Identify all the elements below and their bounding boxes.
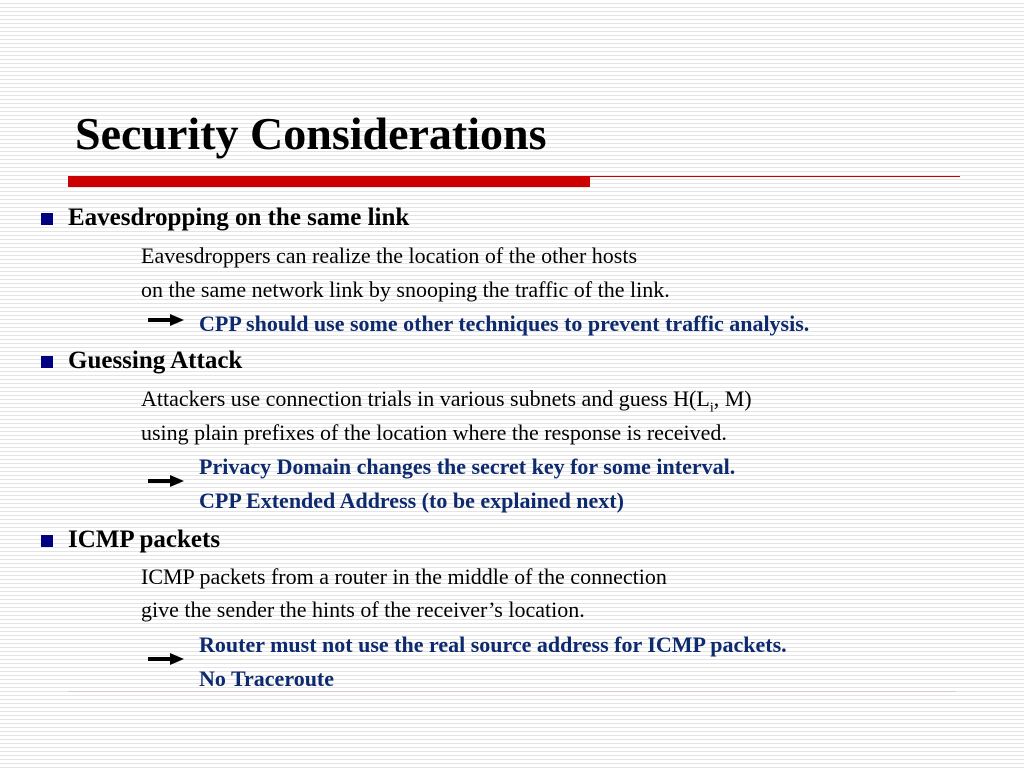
arrow-right-icon (148, 313, 184, 327)
bullet-square-icon (41, 213, 53, 225)
section-body-line: on the same network link by snooping the traffic of the link. (141, 277, 670, 302)
section-note: CPP Extended Address (to be explained next) (199, 488, 624, 513)
arrow-right-icon (148, 474, 184, 488)
section-note: Privacy Domain changes the secret key for some interval. (199, 454, 736, 479)
title-underline-thick (68, 176, 590, 187)
body-text-suffix: , M) (713, 386, 752, 411)
section-heading-icmp-packets: ICMP packets (68, 526, 221, 553)
section-note: Router must not use the real source address for ICMP packets. (199, 632, 787, 657)
section-note: No Traceroute (199, 666, 335, 691)
slide-title: Security Considerations (75, 108, 547, 159)
body-text: Attackers use connection trials in various subnets and guess H(L (141, 386, 710, 411)
title-underline-thin (590, 176, 960, 177)
section-body-line: ICMP packets from a router in the middle of the connection (141, 564, 667, 589)
section-body-line: give the sender the hints of the receiver’s location. (141, 597, 585, 622)
footer-divider (68, 691, 956, 692)
section-body-line (141, 385, 752, 422)
bullet-square-icon (41, 356, 53, 368)
section-body-line: Eavesdroppers can realize the location of the other hosts (141, 243, 638, 268)
section-heading-guessing-attack: Guessing Attack (68, 347, 243, 374)
section-heading-eavesdropping: Eavesdropping on the same link (68, 204, 410, 231)
subscript-text: i (709, 400, 714, 416)
arrow-right-icon (148, 652, 184, 666)
bullet-square-icon (41, 535, 53, 547)
section-note: CPP should use some other techniques to prevent traffic analysis. (199, 311, 810, 336)
section-body-line: using plain prefixes of the location where the response is received. (141, 420, 727, 445)
